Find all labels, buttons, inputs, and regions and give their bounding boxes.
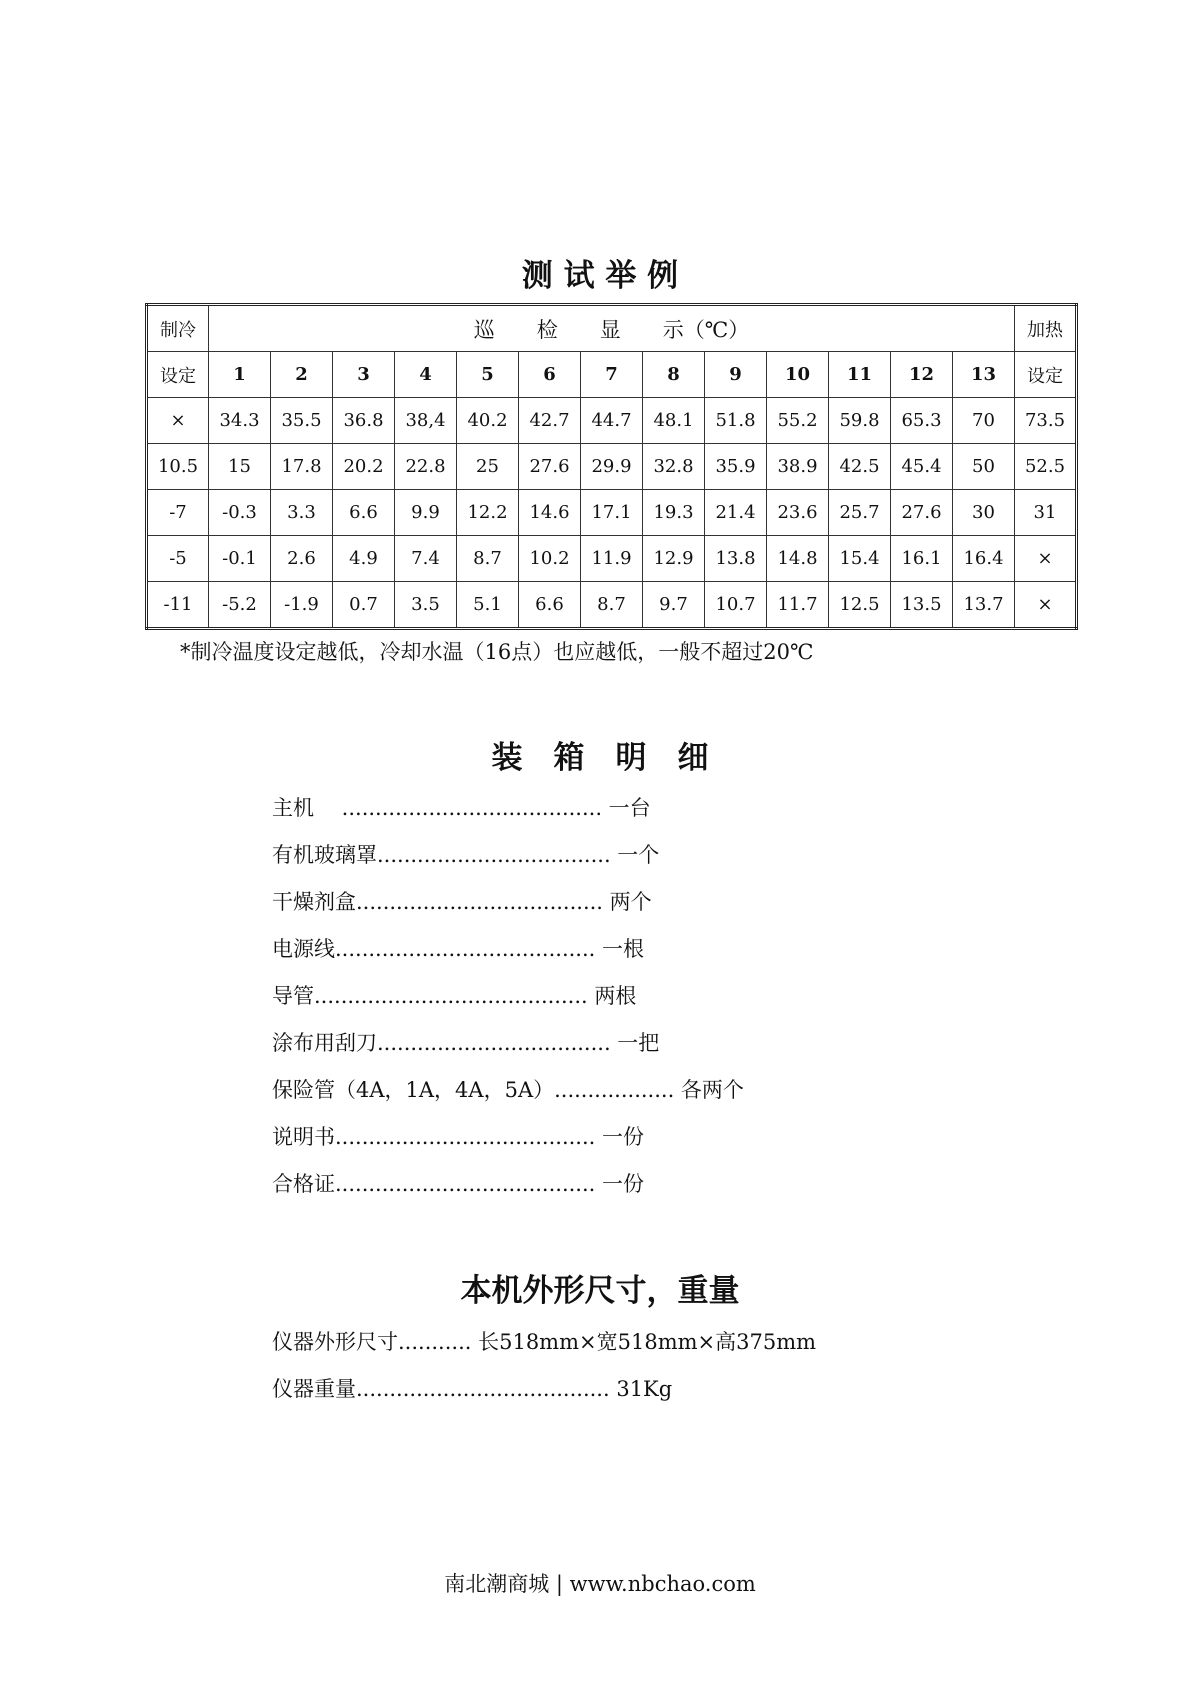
table-row bbox=[147, 582, 1077, 629]
table-cell: 14.6 bbox=[519, 490, 581, 536]
table-cell: 48.1 bbox=[643, 398, 705, 444]
column-header: 10 bbox=[767, 352, 829, 398]
table-cell: 13.5 bbox=[891, 582, 953, 629]
table-cell: 31 bbox=[1015, 490, 1077, 536]
table-cell: -5 bbox=[147, 536, 209, 582]
table-cell: 12.2 bbox=[457, 490, 519, 536]
table-cell: 19.3 bbox=[643, 490, 705, 536]
table-cell: 35.5 bbox=[271, 398, 333, 444]
table-cell: -0.1 bbox=[209, 536, 271, 582]
table-row bbox=[147, 398, 1077, 444]
table-note: *制冷温度设定越低，冷却水温（16点）也应越低，一般不超过20℃ bbox=[180, 640, 814, 664]
heating-setting-header-top: 加热 bbox=[1015, 305, 1077, 352]
column-header: 2 bbox=[271, 352, 333, 398]
table-cell: 6.6 bbox=[519, 582, 581, 629]
table-cell: 10.7 bbox=[705, 582, 767, 629]
column-header: 11 bbox=[829, 352, 891, 398]
table-cell: 29.9 bbox=[581, 444, 643, 490]
table-cell: 50 bbox=[953, 444, 1015, 490]
table-cell: 8.7 bbox=[457, 536, 519, 582]
cooling-setting-header-top: 制冷 bbox=[147, 305, 209, 352]
table-cell: 36.8 bbox=[333, 398, 395, 444]
table-cell: 44.7 bbox=[581, 398, 643, 444]
table-cell: 23.6 bbox=[767, 490, 829, 536]
table-cell: 2.6 bbox=[271, 536, 333, 582]
table-cell: 65.3 bbox=[891, 398, 953, 444]
table-cell: -0.3 bbox=[209, 490, 271, 536]
packing-item: 说明书....................................... 一份 bbox=[272, 1125, 645, 1149]
table-cell: 12.9 bbox=[643, 536, 705, 582]
table-cell: 4.9 bbox=[333, 536, 395, 582]
table-cell: -1.9 bbox=[271, 582, 333, 629]
heating-setting-header-bottom: 设定 bbox=[1015, 352, 1077, 398]
table-cell: 59.8 bbox=[829, 398, 891, 444]
column-header: 1 bbox=[209, 352, 271, 398]
table-cell: 13.7 bbox=[953, 582, 1015, 629]
packing-item: 导管......................................... 两根 bbox=[272, 984, 637, 1008]
table-cell: 38,4 bbox=[395, 398, 457, 444]
table-row bbox=[147, 490, 1077, 536]
table-cell: 0.7 bbox=[333, 582, 395, 629]
table-cell: 38.9 bbox=[767, 444, 829, 490]
packing-item: 有机玻璃罩................................... 一个 bbox=[272, 843, 660, 867]
table-cell: -11 bbox=[147, 582, 209, 629]
table-cell: 15.4 bbox=[829, 536, 891, 582]
table-cell: 25.7 bbox=[829, 490, 891, 536]
table-cell: 20.2 bbox=[333, 444, 395, 490]
test-example-table bbox=[145, 303, 1078, 630]
table-row bbox=[147, 536, 1077, 582]
column-header: 5 bbox=[457, 352, 519, 398]
table-cell: 16.4 bbox=[953, 536, 1015, 582]
packing-item: 合格证....................................... 一份 bbox=[272, 1172, 645, 1196]
table-cell: 51.8 bbox=[705, 398, 767, 444]
packing-item: 电源线....................................... 一根 bbox=[272, 937, 645, 961]
table-row bbox=[147, 444, 1077, 490]
table-cell: 55.2 bbox=[767, 398, 829, 444]
table-cell: 30 bbox=[953, 490, 1015, 536]
table-cell: 35.9 bbox=[705, 444, 767, 490]
table-cell: 7.4 bbox=[395, 536, 457, 582]
dimensions-title: 本机外形尺寸，重量 bbox=[460, 1273, 740, 1309]
table-cell: × bbox=[147, 398, 209, 444]
footer-text: 南北潮商城 | www.nbchao.com bbox=[444, 1572, 756, 1596]
table-cell: 9.7 bbox=[643, 582, 705, 629]
table-cell: 12.5 bbox=[829, 582, 891, 629]
column-header: 8 bbox=[643, 352, 705, 398]
table-cell: 6.6 bbox=[333, 490, 395, 536]
table-cell: 15 bbox=[209, 444, 271, 490]
table-cell: 11.9 bbox=[581, 536, 643, 582]
table-cell: 27.6 bbox=[891, 490, 953, 536]
table-cell: 21.4 bbox=[705, 490, 767, 536]
table-cell: 10.2 bbox=[519, 536, 581, 582]
table-cell: 70 bbox=[953, 398, 1015, 444]
table-cell: × bbox=[1015, 582, 1077, 629]
table-cell: 17.8 bbox=[271, 444, 333, 490]
table-cell: 52.5 bbox=[1015, 444, 1077, 490]
table-cell: 40.2 bbox=[457, 398, 519, 444]
table-cell: 5.1 bbox=[457, 582, 519, 629]
table-cell: 34.3 bbox=[209, 398, 271, 444]
table-cell: 17.1 bbox=[581, 490, 643, 536]
table-cell: -7 bbox=[147, 490, 209, 536]
table-cell: 42.5 bbox=[829, 444, 891, 490]
table-cell: 3.3 bbox=[271, 490, 333, 536]
column-header: 12 bbox=[891, 352, 953, 398]
table-cell: 22.8 bbox=[395, 444, 457, 490]
column-header: 4 bbox=[395, 352, 457, 398]
cooling-setting-header-bottom: 设定 bbox=[147, 352, 209, 398]
dimension-item: 仪器重量...................................... 31Kg bbox=[272, 1377, 673, 1401]
column-header: 13 bbox=[953, 352, 1015, 398]
table-cell: 27.6 bbox=[519, 444, 581, 490]
test-example-title: 测 试 举 例 bbox=[521, 258, 679, 294]
column-header: 6 bbox=[519, 352, 581, 398]
column-header: 9 bbox=[705, 352, 767, 398]
column-header: 7 bbox=[581, 352, 643, 398]
patrol-display-header: 巡 检 显 示（℃） bbox=[209, 305, 1015, 352]
packing-title: 装 箱 明 细 bbox=[491, 740, 709, 776]
packing-item: 保险管（4A，1A，4A，5A）.................. 各两个 bbox=[272, 1078, 744, 1102]
table-cell: 8.7 bbox=[581, 582, 643, 629]
table-cell: 42.7 bbox=[519, 398, 581, 444]
table-cell: 11.7 bbox=[767, 582, 829, 629]
table-cell: 3.5 bbox=[395, 582, 457, 629]
table-cell: 13.8 bbox=[705, 536, 767, 582]
table-cell: 9.9 bbox=[395, 490, 457, 536]
table-cell: 14.8 bbox=[767, 536, 829, 582]
packing-item: 干燥剂盒..................................... 两个 bbox=[272, 890, 652, 914]
table-cell: 32.8 bbox=[643, 444, 705, 490]
packing-item: 涂布用刮刀................................... 一把 bbox=[272, 1031, 660, 1055]
dimension-item: 仪器外形尺寸........... 长518mm×宽518mm×高375mm bbox=[272, 1330, 817, 1354]
column-header: 3 bbox=[333, 352, 395, 398]
table-cell: × bbox=[1015, 536, 1077, 582]
table-cell: 73.5 bbox=[1015, 398, 1077, 444]
table-cell: 45.4 bbox=[891, 444, 953, 490]
table-cell: 16.1 bbox=[891, 536, 953, 582]
table-cell: 25 bbox=[457, 444, 519, 490]
table-cell: -5.2 bbox=[209, 582, 271, 629]
packing-item: 主机 ....................................... 一台 bbox=[272, 796, 651, 820]
table-cell: 10.5 bbox=[147, 444, 209, 490]
